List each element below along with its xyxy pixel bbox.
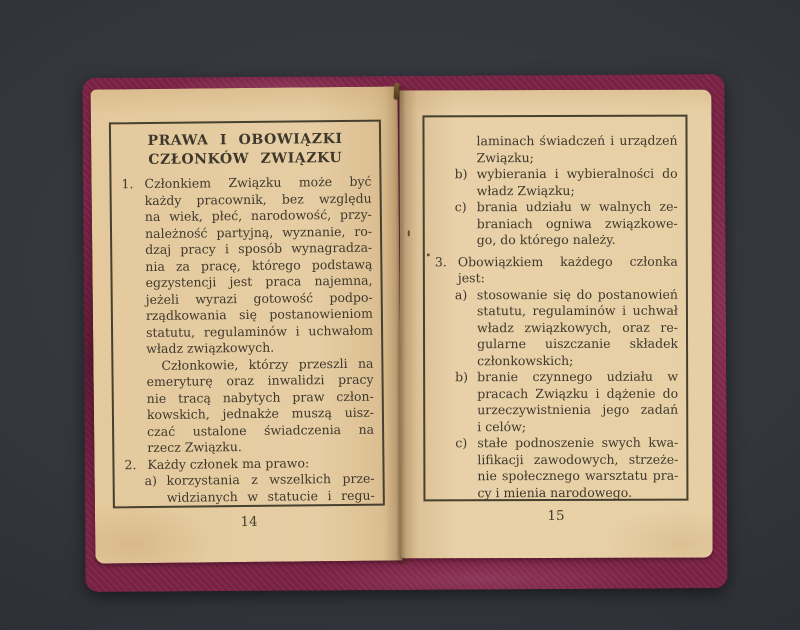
text-line: cy i mienia narodowego.	[477, 484, 633, 500]
text-line: wybierania i wybieralności do	[476, 165, 678, 182]
text-line: stosowanie się do postanowień	[476, 286, 678, 302]
ink-speck	[408, 230, 410, 236]
heading-line-1: PRAWA I OBOWIĄZKI	[147, 130, 343, 150]
item-marker: 1.	[121, 176, 134, 192]
text-line: statutu, regulaminów i uchwał	[476, 302, 678, 319]
staple	[394, 83, 400, 99]
page-14	[91, 86, 403, 563]
text-line: statutu, regulaminów i uchwałom	[145, 322, 374, 340]
text-block	[433, 166, 678, 200]
text-line: Związku;	[476, 149, 534, 165]
text-line: nie społecznego warsztatu pra-	[477, 467, 679, 484]
text-block	[433, 253, 678, 287]
text-block	[433, 369, 678, 436]
text-line: nia za pracę, którego podstawą	[145, 256, 373, 274]
page-number: 15	[547, 507, 565, 525]
text-line: lifikacji zawodowych, strzeże-	[477, 451, 679, 467]
text-line: branie czynnego udziału w	[477, 368, 679, 385]
text-block	[433, 133, 678, 167]
text-line: rządkowania się postanowieniom	[145, 305, 373, 324]
text-line: widzianych w statucie i regu-	[166, 487, 375, 505]
item-marker: a)	[454, 286, 468, 302]
item-marker: b)	[454, 166, 468, 182]
page-number: 14	[240, 513, 258, 531]
text-line: członkowskich;	[477, 352, 574, 368]
text-line: rzecz Związku.	[147, 439, 242, 456]
page-15-body	[433, 133, 679, 502]
page-heading	[119, 130, 371, 171]
item-marker: c)	[455, 435, 468, 451]
page-14-body	[119, 174, 374, 507]
text-line: Obowiązkiem każdego członka	[457, 253, 678, 269]
text-line: Członkowie, którzy przeszli na	[161, 355, 374, 373]
text-block	[433, 199, 678, 249]
item-marker: 2.	[124, 456, 137, 472]
text-block	[121, 355, 374, 457]
text-line: jest:	[457, 270, 485, 286]
text-line: Każdy członek ma prawo:	[147, 454, 310, 472]
text-line: na wiek, płeć, narodowość, przy-	[144, 206, 372, 225]
text-line: korzystania z wszelkich prze-	[166, 470, 375, 488]
text-line: pracach Związku i dążenie do	[477, 385, 679, 401]
text-line: egzystencji jest praca najemna,	[145, 272, 373, 291]
text-line: jeżeli wyrazi gotowość podpo-	[145, 289, 373, 307]
text-line: go, do którego należy.	[476, 231, 616, 248]
text-line: stałe podnoszenie swych kwa-	[477, 434, 679, 451]
text-block	[119, 174, 373, 358]
text-line: władz związkowych, oraz re-	[476, 319, 679, 335]
text-line: każdy pracownik, bez względu	[144, 190, 372, 208]
item-marker: a)	[144, 472, 158, 489]
text-line: Członkiem Związku może być	[144, 173, 372, 192]
text-line: władz Związku;	[476, 182, 575, 198]
text-line: władz związkowych.	[146, 339, 275, 357]
item-marker: c)	[454, 199, 467, 215]
ink-speck	[427, 253, 430, 256]
text-line: brania udziału w walnych ze-	[476, 198, 678, 215]
text-line: i celów;	[477, 418, 527, 434]
heading-line-2: CZŁONKÓW ZWIĄZKU	[148, 149, 343, 169]
text-line: należność partyjną, wyznanie, ro-	[144, 223, 373, 241]
text-line: kowskich, jednakże muszą uisz-	[146, 404, 374, 423]
text-block	[433, 286, 678, 369]
page-14-frame	[109, 120, 385, 509]
text-line: laminach świadczeń i urządzeń	[476, 132, 678, 149]
text-line: dzaj pracy i sposób wynagradza-	[145, 239, 373, 258]
text-block	[433, 435, 678, 502]
page-15-frame	[422, 115, 688, 502]
text-line: gularne uiszczanie składek	[477, 335, 679, 352]
text-line: czać ustalone świadczenia na	[147, 421, 375, 439]
text-line: emeryturę oraz inwalidzi pracy	[146, 371, 374, 390]
text-line: nie tracą nabytych praw człon-	[146, 388, 374, 406]
text-line: urzeczywistnienia jego zadań	[477, 401, 679, 418]
page-15	[399, 90, 712, 559]
item-marker: b)	[455, 369, 469, 385]
item-marker: 3.	[434, 253, 447, 269]
text-block	[123, 471, 375, 507]
text-line: braniach ogniwa związkowe-	[476, 215, 678, 231]
